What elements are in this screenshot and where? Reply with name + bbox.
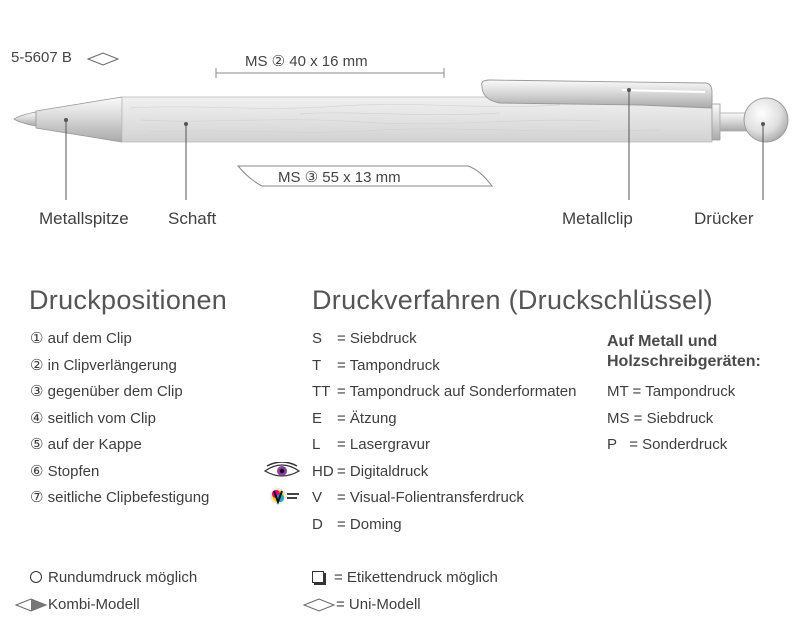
label-druecker: Drücker	[694, 209, 754, 228]
metal-cone	[36, 97, 122, 142]
label-schaft: Schaft	[168, 209, 217, 228]
kombi-diamond-icon	[14, 598, 48, 612]
list-item: HD = Digitaldruck	[312, 462, 429, 480]
list-item: P = Sonderdruck	[607, 436, 728, 453]
list-item: D = Doming	[312, 515, 402, 533]
uni-model-diamond-icon	[88, 53, 118, 65]
metall-title: Auf Metall und Holzschreibgeräten:	[607, 333, 761, 370]
dimension-clip: MS ② 40 x 16 mm	[245, 53, 368, 70]
legend-etikett: = Etikettendruck möglich	[312, 565, 498, 592]
pen-tip	[14, 112, 36, 126]
dimension-shaft: MS ③ 55 x 13 mm	[278, 169, 401, 186]
legend-kombi: Kombi-Modell	[14, 592, 140, 619]
list-item: S = Siebdruck	[312, 330, 417, 347]
list-item: TT = Tampondruck auf Sonderformaten	[312, 383, 577, 400]
metall-list	[607, 379, 735, 459]
druckpositionen-list	[30, 326, 209, 512]
list-item: ② in Clipverlängerung	[30, 356, 177, 374]
list-item: ⑦ seitliche Clipbefestigung	[30, 489, 210, 506]
list-item: ⑤ auf der Kappe	[30, 436, 142, 453]
list-item: ① auf dem Clip	[30, 330, 132, 347]
label-metallclip: Metallclip	[562, 209, 633, 228]
push-button	[744, 98, 788, 142]
legend-uni: = Uni-Modell	[302, 592, 421, 619]
list-item: MS = Siebdruck	[607, 409, 714, 427]
list-item: L = Lasergravur	[312, 436, 430, 453]
label-metallspitze: Metallspitze	[39, 209, 129, 228]
visual-transfer-icon	[270, 485, 300, 509]
eye-icon	[264, 462, 300, 480]
list-item: E = Ätzung	[312, 409, 397, 427]
label-box-icon	[312, 571, 324, 583]
uni-diamond-icon	[302, 598, 336, 612]
model-code: 5-5607 B	[11, 49, 72, 66]
list-item: MT = Tampondruck	[607, 383, 736, 400]
list-item: V = Visual-Folientransferdruck	[312, 489, 524, 506]
legend-rundum: Rundumdruck möglich	[30, 565, 197, 592]
druckverfahren-list	[312, 326, 576, 538]
list-item: T = Tampondruck	[312, 356, 440, 374]
list-item: ④ seitlich vom Clip	[30, 409, 156, 427]
clip-ring	[712, 104, 720, 140]
circle-icon	[30, 571, 42, 583]
druckverfahren-title: Druckverfahren (Druckschlüssel)	[312, 285, 713, 315]
druckpositionen-title: Druckpositionen	[29, 285, 228, 315]
list-item: ③ gegenüber dem Clip	[30, 383, 183, 400]
list-item: ⑥ Stopfen	[30, 462, 100, 480]
